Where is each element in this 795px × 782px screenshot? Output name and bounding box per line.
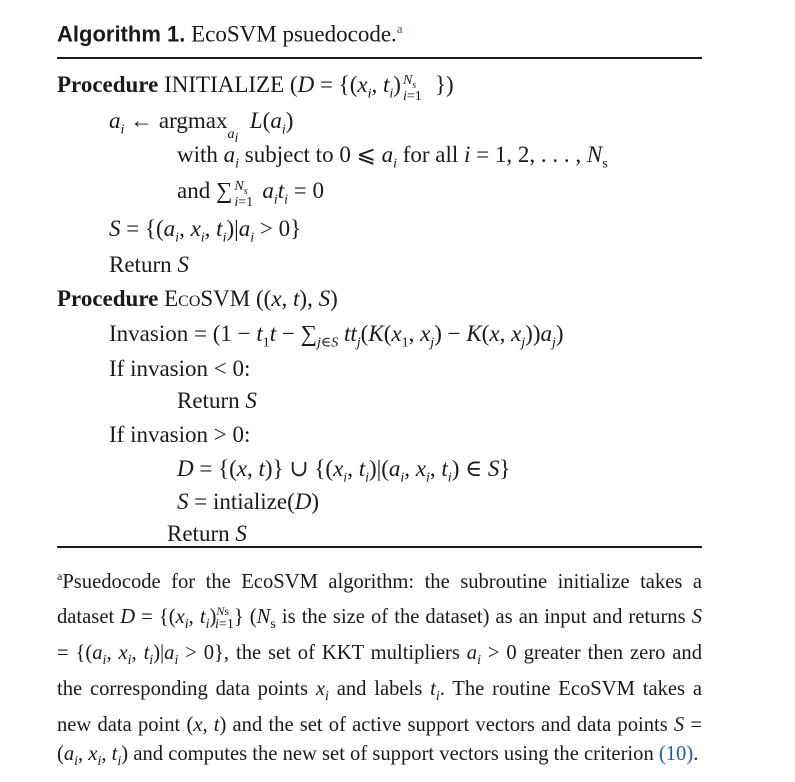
return-word: Return — [177, 388, 240, 413]
footnote-text-7: and the set of active support vectors and data points — [232, 714, 668, 737]
procedure-keyword: Procedure — [57, 286, 159, 311]
with-word: with — [177, 142, 218, 167]
if-invasion-lt-line — [109, 354, 250, 384]
initialize-header: Procedure INITIALIZE ($D = \{(x_i$, $t_i$) $N_s$ i=1 }) — [57, 72, 454, 104]
footnote: $^a$Psuedocode for the EcoSVM algorithm: the subroutine initialize takes a dataset $D = \{(x_i$, $t_i)^{Ns}_{i=1}$} ($N_s$ is the size of the dataset) as an input and returns $S = \{(a_i$, $x_i$, $t_i)|a_i > 0$}, the set of KKT multipliers $a_i > 0$ greater then zero and the corresponding data points $x_i$ and labels $t_i$. The routine EcoSVM takes a new data point (x, t) and the set of active support vectors and data points $S = (a_i$, $x_i$, $t_i$) and computes the new set of support vectors using the criterion (10). — [57, 569, 703, 770]
footnote-text-4: greater then zero and the corresponding data points — [57, 641, 703, 700]
ecosvm-name: EcoSVM — [164, 286, 251, 311]
caption-title: EcoSVM psuedocode. — [191, 21, 397, 47]
equation-ref-link[interactable]: (10) — [658, 743, 694, 766]
for-all-text: for all — [402, 142, 459, 167]
constraint-line-1: with $a_i$ subject to 0 ⩽ $a_i$ for all i = 1, 2, . . . , $N_s$ — [177, 142, 608, 172]
dataset-update-line: D = {(x, t)} ∪ {($x_i$, $t_i)|(a_i$, $x_i$, $t_i$) ∈ S} — [177, 456, 511, 486]
ecosvm-header: Procedure EcoSVM ((x, t), S) — [57, 286, 338, 311]
invasion-word: Invasion — [109, 321, 189, 346]
if-invasion-lt: If invasion < 0: — [109, 356, 251, 381]
argmax-word: argmax — [158, 108, 228, 133]
if-invasion-gt: If invasion > 0: — [109, 422, 251, 447]
return-line-1: Return S — [109, 252, 189, 277]
caption-note-mark[interactable]: a — [396, 21, 403, 36]
footnote-end: . — [693, 743, 699, 766]
intialize-call: intialize — [212, 489, 288, 514]
return-word: Return — [109, 252, 172, 277]
caption-label: Algorithm 1. — [57, 21, 186, 47]
return-line-3: Return S — [167, 521, 247, 546]
footnote-mark: a — [57, 569, 63, 583]
footnote-text-5: and labels — [336, 677, 423, 700]
procedure-keyword: Procedure — [57, 72, 159, 97]
if-invasion-gt-line — [109, 420, 250, 450]
invasion-line: Invasion = ($1 - t_1t - \sum_{j\in S}$ $tt_j(K(x_1$, $x_j) - K(x$, $x_j))a_j$) — [109, 321, 564, 351]
footnote-text-2: is the size of the dataset) as an input and returns — [281, 605, 686, 628]
support-set-line: $S = \{(a_i$, $x_i$, $t_i)|a_i > 0$} — [109, 216, 302, 246]
algorithm-caption — [57, 14, 403, 50]
initialize-name: INITIALIZE — [164, 72, 285, 97]
argmax-line: $a_i$ ← argmax$_{a_i}$ $L(a_i)$ — [109, 108, 294, 146]
top-rule — [57, 57, 702, 59]
footnote-text-8: and computes the new set of support vectors using the criterion — [133, 743, 654, 766]
return-word: Return — [167, 521, 230, 546]
return-line-2: Return S — [177, 388, 257, 413]
footnote-text-3: the set of KKT multipliers — [235, 641, 460, 664]
footnote-text-1: Psuedocode for the EcoSVM algorithm: the subroutine initialize takes a dataset — [57, 570, 702, 628]
bottom-rule — [57, 546, 702, 548]
footnote-text-6: . The routine EcoSVM takes a new data point — [57, 677, 702, 737]
reinitialize-line: S = intialize(D) — [177, 489, 320, 514]
constraint-line-2: and ∑ $N_s$ i=1 $a_it_i = 0$ — [177, 178, 325, 210]
subject-to-text: subject to 0 ⩽ — [244, 142, 376, 167]
and-word: and — [177, 178, 211, 203]
